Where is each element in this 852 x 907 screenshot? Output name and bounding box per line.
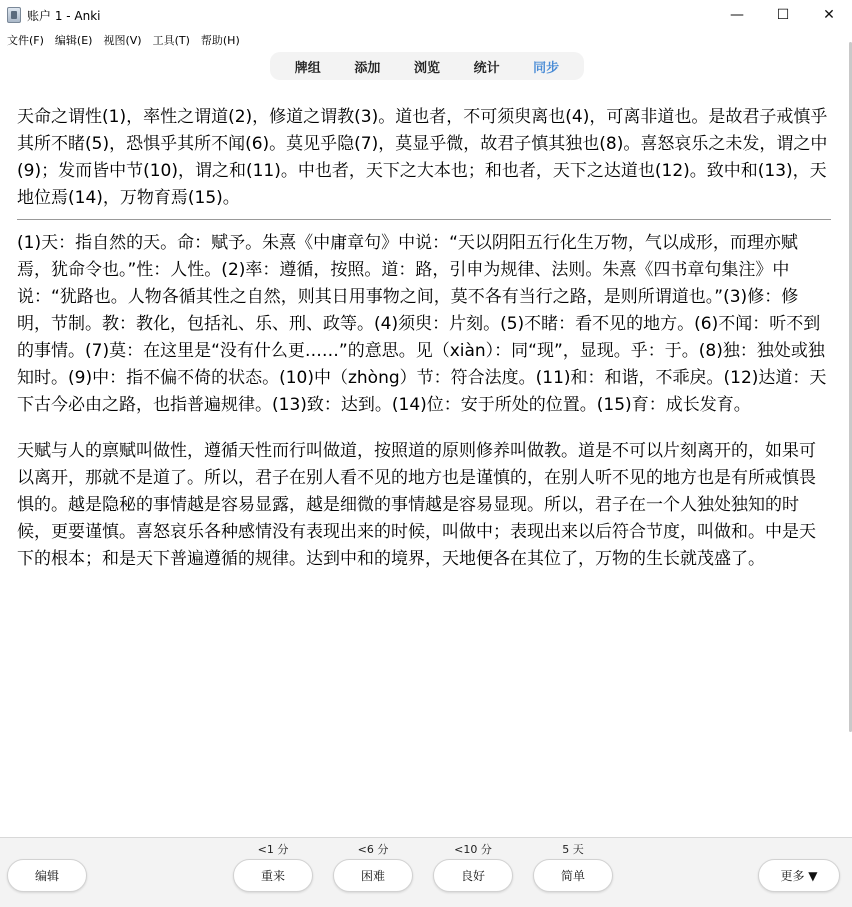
again-interval: <1 分 xyxy=(257,843,289,856)
card-translation-text: 天赋与人的禀赋叫做性，遵循天性而行叫做道，按照道的原则修养叫做教。道是不可以片刻离开的，如果可以离开，那就不是道了。所以，君子在别人看不见的地方也是谨慎的，在别人听不见的地方也是有所戒慎畏惧的。越是隐秘的事情越是容易显露，越是细微的事情越是容易显现。所以，君子在一个人独处独知的时候，更要谨慎。喜怒哀乐各种感情没有表现出来的时候，叫做中；表现出来以后符合节度，叫做和。中是天下的根本；和是天下普遍遵循的规律。达到中和的境界，天地便各在其位了，万物的生长就茂盛了。 xyxy=(17,441,816,569)
answer-divider xyxy=(17,219,831,220)
menu-file[interactable]: 文件(F) xyxy=(7,34,44,47)
good-interval: <10 分 xyxy=(454,843,492,856)
hard-button[interactable]: 困难 xyxy=(333,859,413,892)
window-controls xyxy=(714,0,852,30)
close-button[interactable]: ✕ xyxy=(823,7,835,23)
menu-edit[interactable]: 编辑(E) xyxy=(54,34,93,47)
anki-app-icon xyxy=(7,7,21,23)
toolbar-add-button[interactable]: 添加 xyxy=(354,60,381,76)
card-notes-text: (1)天：指自然的天。命：赋予。朱熹《中庸章句》中说：“天以阴阳五行化生万物，气以成形，而理亦赋焉，犹命令也。”性：人性。(2)率：遵循，按照。道：路，引申为规律、法则。朱熹《四书章句集注》中说：“犹路也。人物各循其性之自然，则其日用事物之间，莫不各有当行之路，是则所谓道也。”(3)修：修明，节制。教：教化，包括礼、乐、刑、政等。(4)须臾：片刻。(5)不睹：看不见的地方。(6)不闻：听不到的事情。(7)莫：在这里是“没有什么更……”的意思。见（xiàn）：同“现”，显现。乎：于。(8)独：独处或独知时。(9)中：指不偏不倚的状态。(10)中（zhòng）节：符合法度。(11)和：和谐，不乖戾。(12)达道：天下古今必由之路，也指普遍规律。(13)致：达到。(14)位：安于所处的位置。(15)育：成长发育。 xyxy=(17,233,827,415)
toolbar-stats-button[interactable]: 统计 xyxy=(473,60,500,76)
easy-button[interactable]: 简单 xyxy=(533,859,613,892)
menu-tools[interactable]: 工具(T) xyxy=(152,34,190,47)
again-button[interactable]: 重来 xyxy=(233,859,313,892)
menu-bar xyxy=(0,30,244,50)
menu-view[interactable]: 视图(V) xyxy=(103,34,142,47)
more-button[interactable]: 更多 ▼ xyxy=(758,859,840,892)
window-title: 账户 1 - Anki xyxy=(27,8,101,23)
minimize-button[interactable]: — xyxy=(730,7,744,23)
maximize-button[interactable]: ☐ xyxy=(776,7,790,23)
main-toolbar xyxy=(270,52,584,80)
toolbar-sync-button[interactable]: 同步 xyxy=(533,60,560,76)
review-bottom-bar xyxy=(0,837,852,907)
toolbar-decks-button[interactable]: 牌组 xyxy=(294,60,321,76)
content-scrollbar[interactable] xyxy=(848,30,852,730)
good-button[interactable]: 良好 xyxy=(433,859,513,892)
easy-interval: 5 天 xyxy=(562,843,584,856)
edit-button[interactable]: 编辑 xyxy=(7,859,87,892)
card-front-text: 天命之谓性(1)，率性之谓道(2)，修道之谓教(3)。道也者，不可须臾离也(4)，可离非道也。是故君子戒慎乎其所不睹(5)，恐惧乎其所不闻(6)。莫见乎隐(7)，莫显乎微，故君子慎其独也(8)。喜怒哀乐之未发，谓之中(9)；发而皆中节(10)，谓之和(11)。中也者，天下之大本也；和也者，天下之达道也(12)。致中和(13)，天地位焉(14)，万物育焉(15)。 xyxy=(17,107,828,208)
hard-interval: <6 分 xyxy=(357,843,389,856)
toolbar-browse-button[interactable]: 浏览 xyxy=(413,60,440,76)
card-content xyxy=(17,104,831,573)
title-bar xyxy=(0,0,852,30)
paragraph-gap xyxy=(17,419,831,438)
menu-help[interactable]: 帮助(H) xyxy=(200,34,240,47)
